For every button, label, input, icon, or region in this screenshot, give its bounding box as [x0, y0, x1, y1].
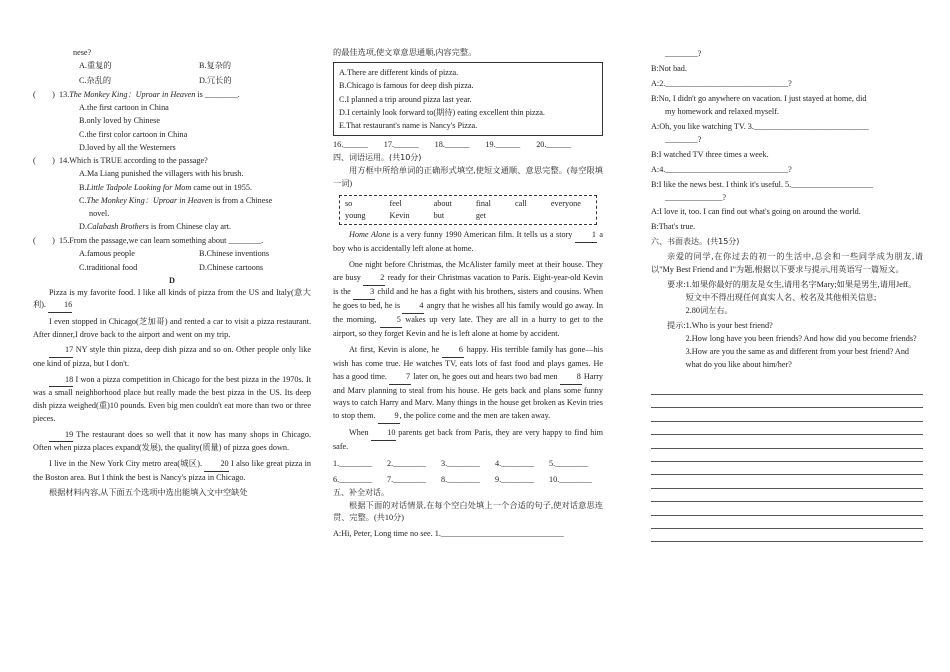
q15-options	[33, 249, 311, 274]
option: C.the first color cartoon in China	[79, 129, 188, 139]
option: B.only loved by Chinese	[79, 116, 160, 126]
writing-line[interactable]	[651, 382, 923, 395]
box-option: C.I planned a trip around pizza last year.	[339, 94, 472, 104]
q13-options	[33, 103, 311, 153]
blank-3: 3	[353, 286, 375, 300]
writing-line[interactable]	[651, 489, 923, 502]
tips: 提示: 1.Who is your best friend? 2.How long have you been friends? And how did you become friends? 3.How are you the same as and different from your best friend? And what do you like about him/her?	[667, 320, 917, 369]
q12-tail: nese?	[73, 48, 92, 57]
answer-row-16-20: 16.______ 17.______ 18.______ 19.______ 20.______	[333, 139, 571, 149]
dialogue-line: A:Hi, Peter, Long time no see. 1.______________________________	[333, 529, 564, 539]
option: D.Chinese cartoons	[199, 263, 264, 272]
middle-column: 的最佳选项,使文章意思通顺,内容完整。 A.There are different kinds of pizza. B.Chicago is famous for deep dish pizza. C.I planned a trip around pizza last year. D.I certainly look forward to(期待) eating excellent thin pizza. E.That restaurant's name is Nancy's Pizza. 16.______ 17.______ 18.______ 19.______ 20.______ 四、词语运用。(共10分) 用方框中所给单词的正确形式填空,使短文通顺、意思完整。(每空限填一词) so feel about final call everyone young Kevin but get Home Alone is a very funny 1990 American film. It tells us a story 1 a boy who is accidentally left alone at home. One night before Christmas, the McAlister family meet at their house. They are busy 2 ready for their Christmas vacation to Paris. Eight-year-old Kevin is the 3 child and he has a fight with his brothers, sisters and cousins. When he goes to bed, he is 4 angry that he wishes all his family would go away. In the morning, 5 wakes up very late. They are all in a hurry to get to the airport, so they forget Kevin and he is left alone at home by accident. At first, Kevin is alone, he 6 happy. His terrible family has gone—his wish has come true. He watches TV, eats lots of fast food and plays games. He has a good time. 7 later on, he goes out and hears two bad men 8 Harry and Marv planning to steal from his house. He gets back and plans some funny ways to catch Harry and Marv. Many things in the house get broken as Kevin tries to stop them. 9, the police come and the men are taken away. When 10 parents get back from Paris, they are very happy to find him safe. 1.________ 2.________ 3.________ 4.________ 5.________ 6.________ 7.________ 8.________ 9.________ 10.________ 五、补全对话。 根据下面的对话情景,在每个空白处填上一个合适的句子,使对话意思连贯、完整。(共10分) A:Hi, Peter, Long time no see. 1.______________________________	[333, 48, 604, 539]
writing-line[interactable]	[651, 475, 923, 488]
question-13: ( ) 13.The Monkey King：Uproar in Heaven is ________.	[33, 89, 240, 99]
blank-8: 8	[560, 371, 582, 385]
section-6-title: 六、书面表达。(共15分)	[651, 237, 740, 247]
right-column: ________? B:Not bad. A:2.______________________________? B:No, I didn't go anywhere on vacation. I just stayed at home, did my homework and relaxed myself. A:Oh, you like watching TV. 3.____________________________ ________? B:I watched TV three times a week. A:4.______________________________? B:I like the news best. I think it's useful. 5.____________________ ______________? A:I love it, too. I can find out what's going on around the world. B:That's true. 六、书面表达。(共15分) 亲爱的同学,在你过去的初一的生活中,总会和一些同学成为朋友,请以"My Best Friend and I"为题,根据以下要求与提示,用英语写一篇短文。 要求: 1.如果你最好的朋友是女生,请用名字Mary;如果是男生,请用Jeff。短文中不得出现任何真实人名、校名及其他相关信息; 2.80词左右。 提示: 1.Who is your best friend? 2.How long have you been friends? And how did you become friends? 3.How are you the same as and different from your best friend? And what do you like about him/her?	[651, 48, 923, 542]
blank-1: 1	[575, 229, 597, 243]
blank-2: 2	[363, 272, 385, 286]
word: about	[433, 198, 452, 208]
box-option: D.I certainly look forward to(期待) eating excellent thin pizza.	[339, 107, 545, 117]
word: Kevin	[389, 210, 410, 220]
option: A.famous people	[79, 248, 135, 258]
q14-options: A.Ma Liang punished the villagers with his brush. B.Little Tadpole Looking for Mom came out in 1955. C.The Monkey King：Uproar in Heaven is from a Chinese novel. D.Calabash Brothers is from Chinese clay art.	[33, 169, 311, 232]
writing-lines[interactable]	[651, 382, 923, 543]
writing-line[interactable]	[651, 529, 923, 542]
blank-9: 9	[378, 410, 400, 424]
q12-options	[33, 61, 311, 86]
option: C.traditional food	[79, 263, 138, 272]
option: A.the first cartoon in China	[79, 103, 169, 112]
word-box	[339, 195, 597, 226]
option: A.重复的	[79, 61, 112, 71]
word: call	[515, 198, 527, 208]
blank-20: 20	[204, 458, 228, 472]
word: feel	[389, 198, 402, 208]
word: but	[433, 210, 445, 220]
blank-19: 19	[49, 429, 73, 443]
word: get	[475, 210, 486, 220]
section-d-title: D	[169, 276, 175, 286]
option: C.The Monkey King：Uproar in Heaven is from a Chinese	[79, 195, 273, 205]
writing-line[interactable]	[651, 408, 923, 421]
writing-line[interactable]	[651, 449, 923, 462]
writing-line[interactable]	[651, 422, 923, 435]
question-15: ( ) 15.From the passage,we can learn something about ________.	[33, 235, 264, 245]
option: B.Little Tadpole Looking for Mom came out in 1955.	[79, 182, 253, 192]
blank-17: 17	[49, 344, 73, 358]
requirements: 要求: 1.如果你最好的朋友是女生,请用名字Mary;如果是男生,请用Jeff。短文中不得出现任何真实人名、校名及其他相关信息; 2.80词左右。	[667, 279, 917, 315]
left-column	[33, 48, 311, 500]
option: D.冗长的	[199, 75, 232, 85]
word: young	[345, 210, 366, 220]
writing-line[interactable]	[651, 502, 923, 515]
writing-line[interactable]	[651, 462, 923, 475]
option: B.Chinese inventions	[199, 248, 270, 258]
blank-6: 6	[442, 344, 464, 358]
answer-grid-1-10: 1.________ 2.________ 3.________ 4.________ 5.________ 6.________ 7.________ 8.________ 9.________ 10.________	[333, 459, 592, 484]
blank-18: 18	[49, 374, 73, 388]
writing-line[interactable]	[651, 395, 923, 408]
writing-line[interactable]	[651, 516, 923, 529]
blank-7: 7	[389, 371, 411, 385]
blank-16: 16	[48, 299, 72, 313]
option: D.loved by all the Westerners	[79, 142, 176, 152]
section-4-title: 四、词语运用。(共10分)	[333, 153, 422, 163]
blank-5: 5	[380, 314, 402, 328]
box-option: E.That restaurant's name is Nancy's Pizza.	[339, 120, 478, 130]
box-option: B.Chicago is famous for deep dish pizza.	[339, 81, 474, 91]
blank-4: 4	[402, 300, 424, 314]
option: A.Ma Liang punished the villagers with his brush.	[79, 169, 244, 179]
word: final	[475, 198, 491, 208]
options-box	[333, 62, 603, 136]
passage-d: Pizza is my favorite food. I like all kinds of pizza from the US and Italy(意大利). 16 I even stopped in Chicago(芝加哥) and rented a car to visit a pizza restaurant. After dinner,I drove back to the airport and went on my trip. 17 NY style thin pizza, deep dish pizza and so on. Other people only like one kind of pizza, but I don't. 18 I won a pizza competition in Chicago for the best pizza in the 1970s. It was a small neighborhood place but really made the best pizza in the US. Its deep dish pizza weighed(重)10 pounds. Even big men couldn't eat more than two or three pieces. 19 The restaurant does so well that it now has many shops in Chicago. Often when pizza places expand(发展), the quality(质量) of pizza goes down. I live in the New York City metro area(城区). 20 I also like great pizza in the Boston area. But I think the best is Nancy's pizza in Chicago. 根据材料内容,从下面五个选项中选出能填入文中空缺处	[33, 287, 312, 498]
word: so	[345, 198, 353, 208]
writing-line[interactable]	[651, 435, 923, 448]
option: C.杂乱的	[79, 75, 112, 85]
story-passage: Home Alone is a very funny 1990 American film. It tells us a story 1 a boy who is accidentally left alone at home. One night before Christmas, the McAlister family meet at their house. They are busy 2 ready for their Christmas vacation to Paris. Eight-year-old Kevin is the 3 child and he has a fight with his brothers, sisters and cousins. When he goes to bed, he is 4 angry that he wishes all his family would go away. In the morning, 5 wakes up very late. They are all in a hurry to get to the airport, so they forget Kevin and he is left alone at home by accident. At first, Kevin is alone, he 6 happy. His terrible family has gone—his wish has come true. He watches TV, eats lots of fast food and plays games. He has a good time. 7 later on, he goes out and hears two bad men 8 Harry and Marv planning to steal from his house. He gets back and plans some funny ways to catch Harry and Marv. Many things in the house get broken as Kevin tries to stop them. 9, the police come and the men are taken away. When 10 parents get back from Paris, they are very happy to find him safe.	[333, 230, 604, 452]
section-5-title: 五、补全对话。	[333, 487, 389, 497]
word: everyone	[550, 198, 581, 208]
question-14: ( ) 14.Which is TRUE according to the passage?	[33, 156, 208, 165]
blank-10: 10	[371, 427, 395, 441]
option: D.Calabash Brothers is from Chinese clay art.	[79, 222, 232, 232]
box-option: A.There are different kinds of pizza.	[339, 68, 459, 78]
option: B.复杂的	[199, 61, 232, 71]
